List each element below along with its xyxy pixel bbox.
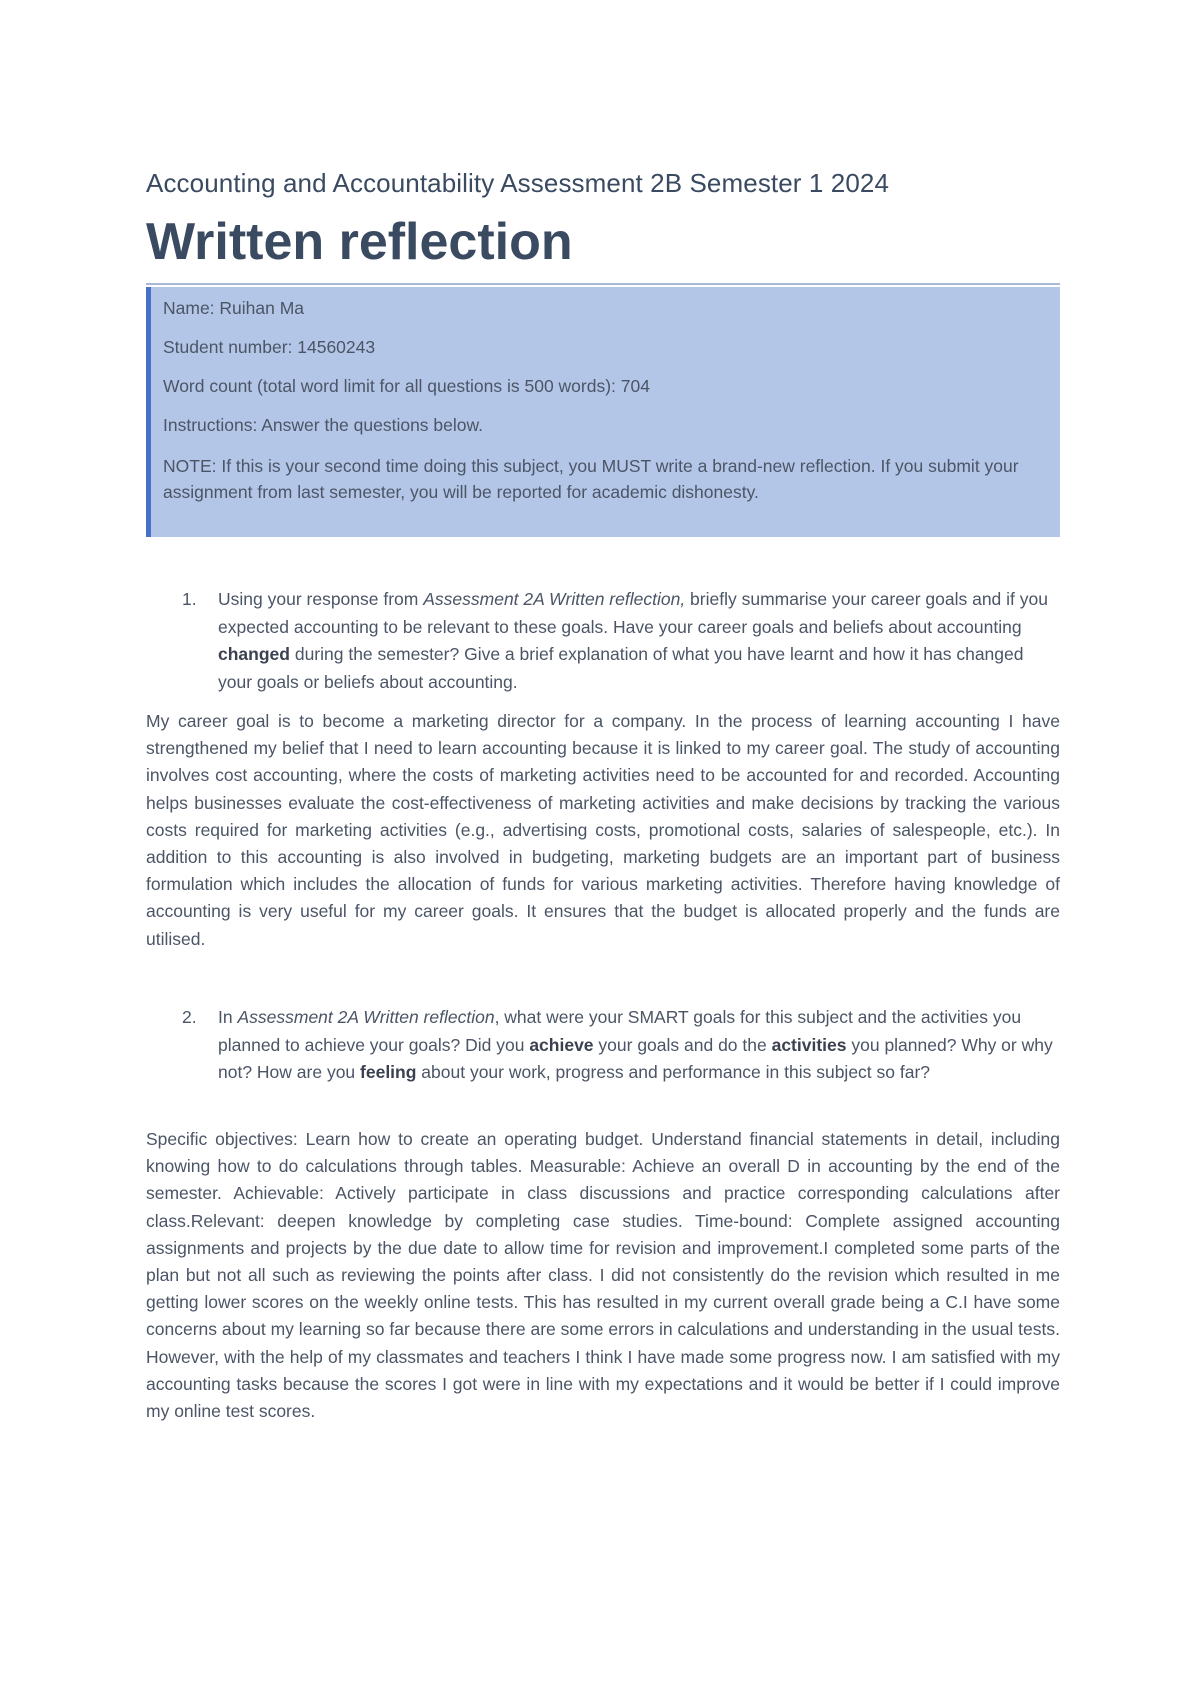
- document-subtitle: Accounting and Accountability Assessment 2B Semester 1 2024: [146, 168, 890, 198]
- document-title: Written reflection: [146, 213, 573, 271]
- word-count: Word count (total word limit for all questions is 500 words): 704: [163, 376, 650, 396]
- question-number: 1.: [182, 589, 197, 609]
- student-name: Name: Ruihan Ma: [163, 298, 305, 318]
- question-number: 2.: [182, 1007, 197, 1027]
- question-1: [182, 586, 1060, 696]
- student-info-box: [146, 287, 1060, 537]
- question-2: [182, 1004, 1060, 1087]
- title-underline-rule: [146, 283, 1060, 285]
- instructions: Instructions: Answer the questions below.: [163, 415, 484, 435]
- question-text: Using your response from Assessment 2A Written reflection, briefly summarise your career goals and if you expected accounting to be relevant to these goals. Have your career goals and beliefs about accounting changed during the semester? Give a brief explanation of what you have learnt and how it has changed your goals or beliefs about accounting.: [218, 589, 1048, 692]
- question-text: In Assessment 2A Written reflection, what were your SMART goals for this subject and the activities you planned to achieve your goals? Did you achieve your goals and do the activities you planned? Why or why not? How are you feeling about your work, progress and performance in this subject so far?: [218, 1007, 1053, 1082]
- answer-2: Specific objectives: Learn how to create an operating budget. Understand financial statements in detail, including knowing how to do calculations through tables. Measurable: Achieve an overall D in accounting by the end of the semester. Achievable: Actively participate in class discussions and practice corresponding calculations after class.Relevant: deepen knowledge by completing case studies. Time-bound: Complete assigned accounting assignments and projects by the due date to allow time for revision and improvement.I completed some parts of the plan but not all such as reviewing the points after class. I did not consistently do the revision which resulted in me getting lower scores on the weekly online tests. This has resulted in my current overall grade being a C.I have some concerns about my learning so far because there are some errors in calculations and understanding in the usual tests. However, with the help of my classmates and teachers I think I have made some progress now. I am satisfied with my accounting tasks because the scores I got were in line with my expectations and it would be better if I could improve my online test scores.: [146, 1129, 1060, 1422]
- academic-honesty-note: NOTE: If this is your second time doing this subject, you MUST write a brand-new reflection. If you submit your assignment from last semester, you will be reported for academic dishonesty.: [163, 456, 1019, 502]
- student-number: Student number: 14560243: [163, 337, 376, 357]
- answer-1: My career goal is to become a marketing director for a company. In the process of learning accounting I have strengthened my belief that I need to learn accounting because it is linked to my career goal. The study of accounting involves cost accounting, where the costs of marketing activities need to be accounted for and recorded. Accounting helps businesses evaluate the cost-effectiveness of marketing activities and make decisions by tracking the various costs required for marketing activities (e.g., advertising costs, promotional costs, salaries of salespeople, etc.). In addition to this accounting is also involved in budgeting, marketing budgets are an important part of business formulation which includes the allocation of funds for various marketing activities. Therefore having knowledge of accounting is very useful for my career goals. It ensures that the budget is allocated properly and the funds are utilised.: [146, 711, 1060, 949]
